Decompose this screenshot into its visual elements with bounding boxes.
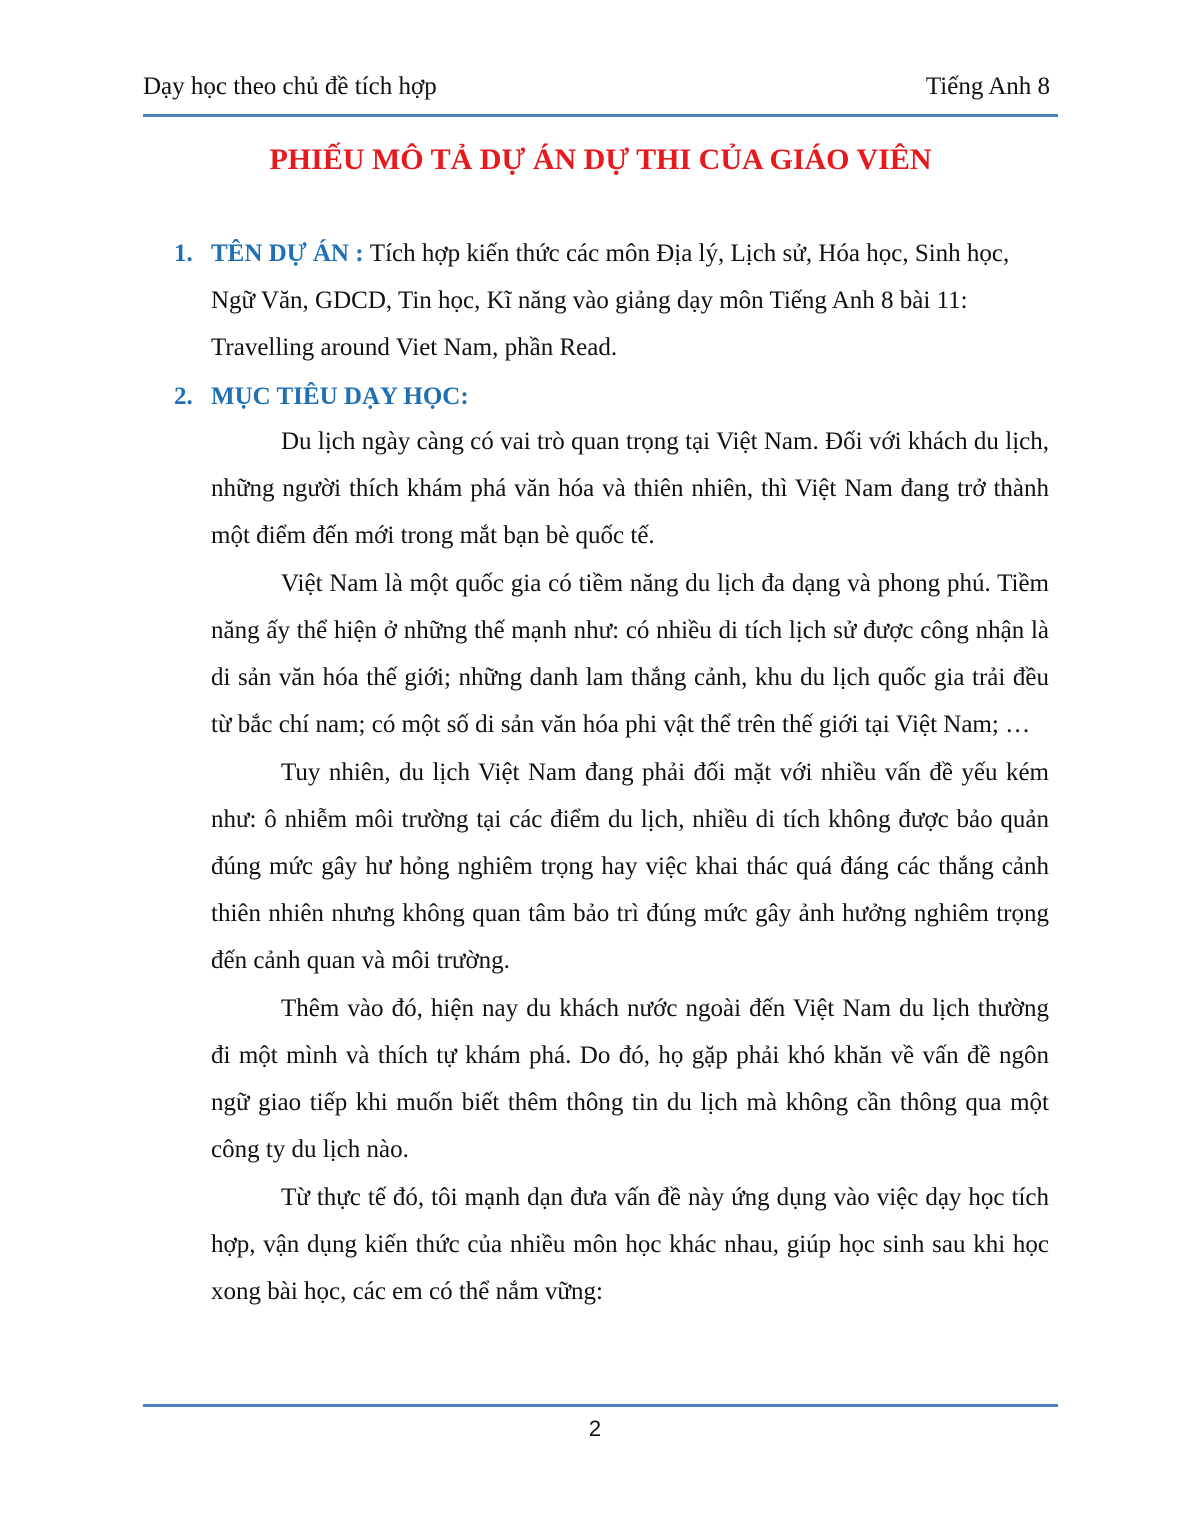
section-label: TÊN DỰ ÁN bbox=[211, 240, 349, 267]
section-number: 1. bbox=[174, 240, 193, 267]
paragraph: Việt Nam là một quốc gia có tiềm năng du lịch đa dạng và phong phú. Tiềm năng ấy thể hiện ở những thế mạnh như: có nhiều di tích lịch sử được công nhận là di sản văn hóa thế giới; những danh lam thắng cảnh, khu du lịch quốc gia trải đều từ bắc chí nam; có một số di sản văn hóa phi vật thể trên thế giới tại Việt Nam; … bbox=[211, 570, 1049, 738]
footer-divider bbox=[143, 1404, 1058, 1407]
section-teaching-objectives bbox=[174, 373, 1054, 420]
page-number: 2 bbox=[588, 1416, 602, 1441]
page-header bbox=[143, 70, 1050, 104]
header-subject: Tiếng Anh 8 bbox=[925, 73, 1050, 100]
objectives-body bbox=[211, 418, 1049, 1316]
header-divider bbox=[143, 114, 1058, 117]
section-label: MỤC TIÊU DẠY HỌC: bbox=[211, 383, 469, 410]
paragraph: Từ thực tế đó, tôi mạnh dạn đưa vấn đề này ứng dụng vào việc dạy học tích hợp, vận dụng kiến thức của nhiều môn học khác nhau, giúp học sinh sau khi học xong bài học, các em có thể nắm vững: bbox=[211, 1184, 1049, 1305]
paragraph: Thêm vào đó, hiện nay du khách nước ngoài đến Việt Nam du lịch thường đi một mình và thích tự khám phá. Do đó, họ gặp phải khó khăn về vấn đề ngôn ngữ giao tiếp khi muốn biết thêm thông tin du lịch mà không cần thông qua một công ty du lịch nào. bbox=[211, 995, 1049, 1163]
header-document-topic: Dạy học theo chủ đề tích hợp bbox=[143, 73, 437, 100]
section-project-name bbox=[174, 230, 1054, 371]
section-text: Tích hợp kiến thức các môn Địa lý, Lịch sử, Hóa học, Sinh học, Ngữ Văn, GDCD, Tin học, Kĩ năng vào giảng dạy môn Tiếng Anh 8 bài 11: Travelling around Viet Nam, phần Read. bbox=[211, 240, 1010, 361]
page-title: PHIẾU MÔ TẢ DỰ ÁN DỰ THI CỦA GIÁO VIÊN bbox=[269, 143, 932, 176]
paragraph: Tuy nhiên, du lịch Việt Nam đang phải đối mặt với nhiều vấn đề yếu kém như: ô nhiễm môi trường tại các điểm du lịch, nhiều di tích không được bảo quản đúng mức gây hư hỏng nghiêm trọng hay việc khai thác quá đáng các thắng cảnh thiên nhiên nhưng không quan tâm bảo trì đúng mức gây ảnh hưởng nghiêm trọng đến cảnh quan và môi trường. bbox=[211, 759, 1049, 974]
paragraph: Du lịch ngày càng có vai trò quan trọng tại Việt Nam. Đối với khách du lịch, những người thích khám phá văn hóa và thiên nhiên, thì Việt Nam đang trở thành một điểm đến mới trong mắt bạn bè quốc tế. bbox=[211, 428, 1049, 549]
section-number: 2. bbox=[174, 383, 193, 410]
section-separator: : bbox=[348, 240, 370, 267]
